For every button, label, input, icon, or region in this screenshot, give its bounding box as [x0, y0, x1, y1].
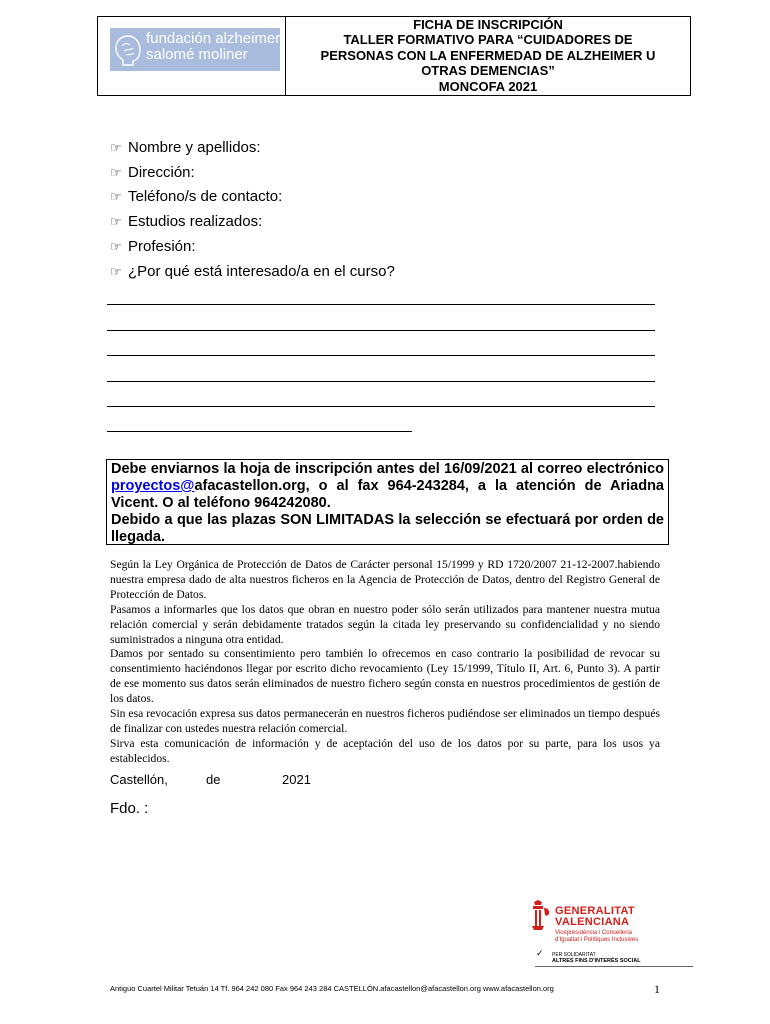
legal-paragraph: Sin esa revocación expresa sus datos permanecerán en nuestros ficheros pudiéndose ser eliminados un tiempo después de finalizar con ustedes nuestra relación comercial.	[110, 707, 660, 735]
notice-limited: Debido a que las plazas SON LIMITADAS la selección se efectuará por orden de llegada.	[111, 512, 664, 545]
field-estudios	[110, 213, 262, 230]
field-interes	[110, 263, 395, 280]
data-protection-text	[110, 558, 660, 767]
field-label: Estudios realizados:	[128, 213, 263, 230]
notice-deadline	[111, 461, 664, 512]
field-label: Profesión:	[128, 238, 196, 255]
document-title	[288, 17, 688, 94]
answer-line	[107, 431, 412, 432]
legal-paragraph: Sirva esta comunicación de información y de aceptación del uso de los datos por su parte, para los usos ya establecidos.	[110, 736, 660, 765]
title-line: TALLER FORMATIVO PARA “CUIDADORES DE	[343, 32, 633, 48]
field-telefono	[110, 188, 282, 205]
department-line: d'Igualtat i Polítiques Inclusives	[555, 937, 639, 943]
legal-paragraph: Según la Ley Orgánica de Protección de Datos de Carácter personal 15/1999 y RD 1720/2007 21-12-2007.habiendo nuestra empresa dado de alta nuestros ficheros en la Agencia de Protección de Datos, dentro del Registro General de Protección de Datos.	[110, 558, 660, 601]
generalitat-name-line: GENERALITAT	[555, 905, 635, 917]
answer-line	[107, 381, 655, 382]
answer-line	[107, 304, 655, 305]
place: Castellón,	[110, 772, 168, 787]
title-line: OTRAS DEMENCIAS”	[421, 63, 555, 79]
notice-text: afacastellon.org, o al fax 964-243284, a la atención de Ariadna Vicent. O al teléfono 964242080.	[111, 478, 664, 511]
pointing-hand-icon: ☞	[110, 140, 122, 155]
social-purpose-mark	[536, 948, 641, 964]
generalitat-name	[555, 906, 635, 928]
logo-line-1: fundación alzheimer	[146, 30, 281, 47]
pointing-hand-icon: ☞	[110, 165, 122, 180]
social-small: PER SOLIDARITAT	[552, 952, 596, 958]
deadline-notice	[106, 459, 669, 545]
page-number: 1	[654, 982, 660, 996]
pointing-hand-icon: ☞	[110, 239, 122, 254]
field-direccion	[110, 164, 195, 181]
generalitat-department	[555, 930, 638, 944]
field-label: Dirección:	[128, 164, 195, 181]
field-profesion	[110, 238, 196, 255]
generalitat-name-line: VALENCIANA	[555, 916, 630, 928]
social-big: ALTRES FINS D'INTERÈS SOCIAL	[552, 958, 641, 964]
department-line: Vicepresidència i Conselleria	[555, 930, 632, 936]
legal-paragraph: Damos por sentado su consentimiento pero también lo ofrecemos en caso contrario la posibilidad de revocar su consentimiento haciéndonos llegar por escrito dicho revocamiento (Ley 15/1999, Título II, Art. 6, Punto 3). A partir de ese momento sus datos serán eliminados de nuestro fichero según consta en nuestros procedimientos de gestión de los datos.	[110, 647, 660, 706]
field-label: ¿Por qué está interesado/a en el curso?	[128, 263, 395, 280]
date-year: 2021	[282, 772, 311, 787]
title-line: PERSONAS CON LA ENFERMEDAD DE ALZHEIMER U	[320, 47, 656, 63]
pointing-hand-icon: ☞	[110, 214, 122, 229]
answer-line	[107, 355, 655, 356]
pointing-hand-icon: ☞	[110, 189, 122, 204]
field-label: Nombre y apellidos:	[128, 139, 261, 156]
title-line: MONCOFA 2021	[438, 78, 538, 94]
answer-line	[107, 406, 655, 407]
signature-label: Fdo. :	[110, 800, 149, 817]
title-line: FICHA DE INSCRIPCIÓN	[413, 17, 563, 32]
logo-line-2: salomé moliner	[146, 46, 248, 63]
field-nombre	[110, 139, 261, 156]
checkmark-icon: ✓	[536, 948, 544, 958]
generalitat-rule	[535, 966, 693, 967]
footer-address: Antiguo Cuartel Militar Tetuán 14 Tf. 964 242 080 Fax 964 243 284 CASTELLÓN.afacastellon@afacastellon.org www.afacastellon.org	[110, 984, 554, 993]
fundacion-logo	[110, 28, 280, 71]
date-de: de	[206, 772, 221, 787]
answer-line	[107, 330, 655, 331]
notice-text: Debe enviarnos la hoja de inscripción antes del 16/09/2021 al correo electrónico	[111, 461, 664, 477]
legal-paragraph: Pasamos a informarles que los datos que obran en nuestro poder sólo serán utilizados para mantener nuestra mutua relación comercial y serán debidamente tratados según la citada ley preservando su confidencialidad y no siendo suministrados a ninguna otra entidad.	[110, 602, 660, 646]
header-divider	[285, 16, 286, 96]
pointing-hand-icon: ☞	[110, 264, 122, 279]
email-link[interactable]: proyectos@	[111, 478, 195, 494]
brain-head-icon	[113, 33, 143, 67]
field-label: Teléfono/s de contacto:	[128, 188, 283, 205]
